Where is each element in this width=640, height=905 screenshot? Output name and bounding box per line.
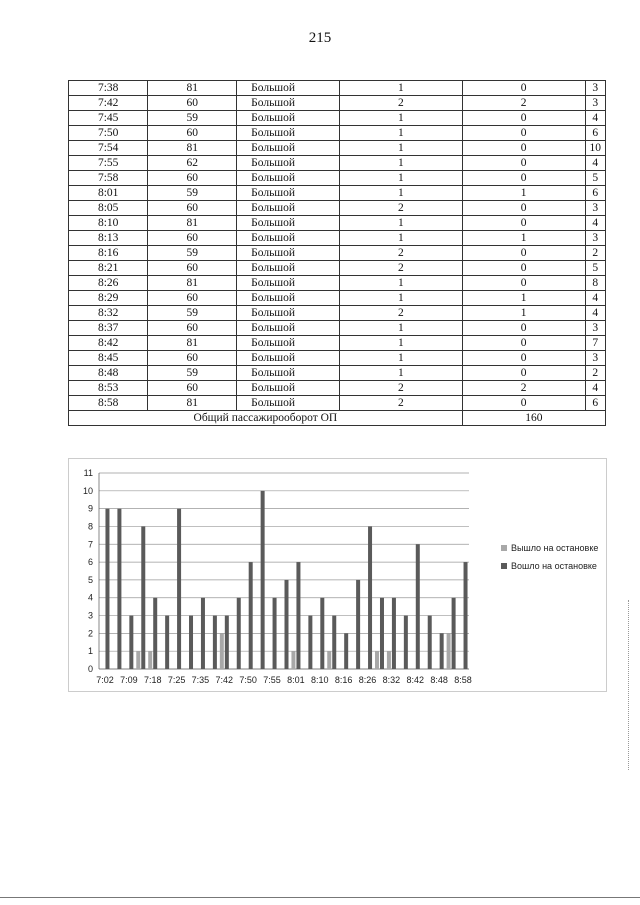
chart-svg — [69, 459, 606, 691]
bar-exited — [387, 651, 391, 669]
table-cell: 0 — [462, 201, 585, 216]
bar-exited — [136, 651, 140, 669]
table-cell: Большой — [237, 216, 340, 231]
table-cell: 1 — [340, 141, 463, 156]
legend-swatch — [501, 563, 507, 569]
table-cell: 8:16 — [69, 246, 148, 261]
table-cell: 4 — [585, 156, 606, 171]
table-cell: 2 — [585, 246, 606, 261]
y-tick-label: 6 — [87, 557, 93, 568]
table-cell: Большой — [237, 351, 340, 366]
table-cell: 1 — [340, 321, 463, 336]
y-tick-label: 1 — [87, 646, 93, 657]
table-cell: 3 — [585, 201, 606, 216]
table-row — [69, 156, 606, 171]
passenger-table — [68, 80, 606, 426]
table-cell: 59 — [148, 246, 237, 261]
bar-entered — [428, 616, 432, 669]
table-cell: 60 — [148, 321, 237, 336]
table-cell: 3 — [585, 351, 606, 366]
table-cell: 81 — [148, 276, 237, 291]
table-cell: 8:48 — [69, 366, 148, 381]
y-tick-label: 11 — [83, 468, 93, 478]
table-cell: 0 — [462, 156, 585, 171]
bar-entered — [201, 598, 205, 669]
table-cell: Большой — [237, 96, 340, 111]
table-row — [69, 366, 606, 381]
table-cell: 8 — [585, 276, 606, 291]
y-tick-label: 10 — [82, 485, 93, 496]
table-row — [69, 126, 606, 141]
table-cell: 8:05 — [69, 201, 148, 216]
legend-label: Вошло на остановке — [511, 561, 597, 571]
table-row — [69, 246, 606, 261]
table-cell: 7 — [585, 336, 606, 351]
x-tick-label: 7:35 — [191, 675, 210, 685]
table-cell: Большой — [237, 261, 340, 276]
bar-entered — [225, 616, 229, 669]
page-number: 215 — [308, 30, 332, 46]
table-cell: 4 — [585, 306, 606, 321]
table-cell: 1 — [340, 336, 463, 351]
table-cell: 5 — [585, 171, 606, 186]
table-cell: 7:55 — [69, 156, 148, 171]
passenger-chart — [68, 458, 607, 692]
x-tick-label: 7:25 — [167, 675, 186, 685]
table-cell: 60 — [148, 291, 237, 306]
bar-entered — [380, 598, 384, 669]
table-row — [69, 291, 606, 306]
table-cell: 3 — [585, 231, 606, 246]
table-cell: 60 — [148, 351, 237, 366]
table-cell: 1 — [462, 231, 585, 246]
table-row — [69, 171, 606, 186]
bar-entered — [356, 580, 360, 669]
table-cell: 8:21 — [69, 261, 148, 276]
table-cell: 2 — [462, 96, 585, 111]
x-tick-label: 7:02 — [96, 675, 114, 685]
x-tick-label: 8:10 — [311, 675, 329, 685]
table-cell: Большой — [237, 366, 340, 381]
table-cell: 60 — [148, 381, 237, 396]
legend-label: Вышло на остановке — [511, 543, 599, 553]
x-tick-label: 8:26 — [358, 675, 377, 685]
total-value: 160 — [462, 411, 605, 426]
table-cell: 0 — [462, 321, 585, 336]
x-tick-label: 7:09 — [120, 675, 138, 685]
table-cell: Большой — [237, 246, 340, 261]
bar-entered — [177, 509, 181, 669]
table-row — [69, 141, 606, 156]
table-row — [69, 276, 606, 291]
table-cell: 3 — [585, 321, 606, 336]
margin-rule — [628, 600, 630, 770]
table-cell: 6 — [585, 396, 606, 411]
table-cell: Большой — [237, 111, 340, 126]
bar-entered — [416, 544, 420, 669]
table-cell: 0 — [462, 216, 585, 231]
table-cell: 8:45 — [69, 351, 148, 366]
table-cell: Большой — [237, 141, 340, 156]
table-cell: 0 — [462, 396, 585, 411]
y-tick-label: 9 — [87, 503, 93, 514]
table-cell: 8:53 — [69, 381, 148, 396]
x-tick-label: 8:32 — [382, 675, 401, 685]
table-total-row — [69, 411, 606, 426]
bar-entered — [368, 526, 372, 669]
y-tick-label: 2 — [87, 628, 93, 639]
table-cell: Большой — [237, 126, 340, 141]
table-cell: 8:37 — [69, 321, 148, 336]
bar-entered — [249, 562, 253, 669]
table-cell: Большой — [237, 186, 340, 201]
bar-entered — [153, 598, 157, 669]
x-tick-label: 7:50 — [239, 675, 257, 685]
table-cell: 7:58 — [69, 171, 148, 186]
table-cell: 4 — [585, 111, 606, 126]
table-row — [69, 306, 606, 321]
bar-exited — [148, 651, 152, 669]
table-cell: 7:38 — [69, 81, 148, 96]
table-cell: 0 — [462, 111, 585, 126]
table-cell: 2 — [340, 381, 463, 396]
table-cell: 0 — [462, 366, 585, 381]
table-cell: 0 — [462, 261, 585, 276]
table-cell: 0 — [462, 276, 585, 291]
table-cell: 81 — [148, 81, 237, 96]
table-cell: 1 — [340, 366, 463, 381]
bar-entered — [308, 616, 312, 669]
bar-entered — [464, 562, 468, 669]
x-tick-label: 8:01 — [287, 675, 305, 685]
table-cell: 1 — [340, 276, 463, 291]
table-cell: 60 — [148, 261, 237, 276]
table-cell: Большой — [237, 81, 340, 96]
bar-entered — [452, 598, 456, 669]
legend-swatch — [501, 545, 507, 551]
table-cell: 59 — [148, 306, 237, 321]
table-cell: 7:54 — [69, 141, 148, 156]
table-cell: 1 — [340, 171, 463, 186]
table-row — [69, 336, 606, 351]
table-row — [69, 231, 606, 246]
table-cell: 4 — [585, 291, 606, 306]
bar-entered — [189, 616, 193, 669]
table-cell: 81 — [148, 396, 237, 411]
bar-exited — [375, 651, 379, 669]
bar-entered — [320, 598, 324, 669]
bar-entered — [261, 491, 265, 669]
table-cell: 1 — [340, 126, 463, 141]
table-row — [69, 396, 606, 411]
x-tick-label: 8:42 — [406, 675, 425, 685]
bar-entered — [165, 616, 169, 669]
table-cell: 6 — [585, 186, 606, 201]
table-cell: 81 — [148, 141, 237, 156]
y-tick-label: 0 — [87, 664, 93, 674]
table-cell: Большой — [237, 231, 340, 246]
table-row — [69, 351, 606, 366]
table-cell: 2 — [340, 96, 463, 111]
bar-entered — [273, 598, 277, 669]
table-cell: 1 — [340, 81, 463, 96]
table-cell: Большой — [237, 336, 340, 351]
table-cell: 2 — [462, 381, 585, 396]
bar-exited — [291, 651, 295, 669]
table-cell: 1 — [340, 156, 463, 171]
table-cell: 8:13 — [69, 231, 148, 246]
table-cell: 81 — [148, 216, 237, 231]
table-cell: 0 — [462, 246, 585, 261]
bar-entered — [296, 562, 300, 669]
table-cell: 0 — [462, 126, 585, 141]
table-cell: 3 — [585, 96, 606, 111]
table-cell: 8:32 — [69, 306, 148, 321]
table-cell: Большой — [237, 276, 340, 291]
table-row — [69, 321, 606, 336]
bar-exited — [327, 651, 331, 669]
table-row — [69, 216, 606, 231]
table-cell: Большой — [237, 321, 340, 336]
table-cell: 2 — [585, 366, 606, 381]
y-tick-label: 4 — [87, 592, 93, 603]
bar-entered — [141, 526, 145, 669]
total-label: Общий пассажирооборот ОП — [69, 411, 463, 426]
bar-entered — [129, 616, 133, 669]
table-cell: 1 — [340, 231, 463, 246]
table-cell: 8:58 — [69, 396, 148, 411]
bar-entered — [237, 598, 241, 669]
table-cell: 1 — [340, 351, 463, 366]
table-cell: 4 — [585, 216, 606, 231]
x-tick-label: 8:58 — [454, 675, 472, 685]
table-cell: 60 — [148, 96, 237, 111]
table-cell: 59 — [148, 111, 237, 126]
table-cell: 2 — [340, 246, 463, 261]
bar-exited — [220, 633, 224, 669]
table-cell: 59 — [148, 366, 237, 381]
table-cell: 8:29 — [69, 291, 148, 306]
table-cell: 1 — [340, 111, 463, 126]
table-cell: 5 — [585, 261, 606, 276]
bar-exited — [447, 633, 451, 669]
table-cell: 8:26 — [69, 276, 148, 291]
table-row — [69, 81, 606, 96]
table-cell: 1 — [462, 186, 585, 201]
table-row — [69, 186, 606, 201]
table-cell: Большой — [237, 306, 340, 321]
y-tick-label: 8 — [87, 521, 93, 532]
table-cell: 8:01 — [69, 186, 148, 201]
table-cell: Большой — [237, 156, 340, 171]
table-cell: 2 — [340, 306, 463, 321]
bar-entered — [117, 509, 121, 669]
table-cell: 3 — [585, 81, 606, 96]
table-cell: 2 — [340, 261, 463, 276]
table-cell: 0 — [462, 141, 585, 156]
table-cell: 62 — [148, 156, 237, 171]
bar-entered — [213, 616, 217, 669]
bar-entered — [332, 616, 336, 669]
table-cell: 0 — [462, 336, 585, 351]
table-cell: Большой — [237, 381, 340, 396]
table-cell: 60 — [148, 201, 237, 216]
table-cell: Большой — [237, 291, 340, 306]
table-cell: 0 — [462, 171, 585, 186]
table-cell: 4 — [585, 381, 606, 396]
table-cell: Большой — [237, 201, 340, 216]
x-tick-label: 7:42 — [215, 675, 234, 685]
bar-entered — [105, 509, 109, 669]
bar-entered — [440, 633, 444, 669]
bar-entered — [404, 616, 408, 669]
bar-entered — [344, 633, 348, 669]
table-cell: 81 — [148, 336, 237, 351]
table-cell: 6 — [585, 126, 606, 141]
bottom-rule — [0, 897, 640, 898]
table-row — [69, 111, 606, 126]
table-cell: 10 — [585, 141, 606, 156]
table-cell: 7:42 — [69, 96, 148, 111]
table-cell: 60 — [148, 171, 237, 186]
x-tick-label: 7:55 — [263, 675, 281, 685]
table-cell: 7:45 — [69, 111, 148, 126]
table-cell: Большой — [237, 171, 340, 186]
table-cell: 0 — [462, 81, 585, 96]
table-cell: 1 — [340, 291, 463, 306]
table-cell: 1 — [462, 291, 585, 306]
y-tick-label: 5 — [87, 574, 93, 585]
table-cell: 7:50 — [69, 126, 148, 141]
x-tick-label: 8:48 — [430, 675, 448, 685]
table-row — [69, 201, 606, 216]
table-cell: 60 — [148, 231, 237, 246]
x-tick-label: 7:18 — [143, 675, 162, 685]
y-tick-label: 3 — [87, 610, 93, 621]
y-tick-label: 7 — [87, 539, 93, 550]
table-row — [69, 261, 606, 276]
table-cell: 60 — [148, 126, 237, 141]
table-row — [69, 96, 606, 111]
x-tick-label: 8:16 — [334, 675, 353, 685]
table-cell: 8:10 — [69, 216, 148, 231]
table-cell: 1 — [340, 216, 463, 231]
table-cell: 59 — [148, 186, 237, 201]
table-cell: 1 — [462, 306, 585, 321]
table-cell: 2 — [340, 201, 463, 216]
table-cell: 2 — [340, 396, 463, 411]
bar-entered — [285, 580, 289, 669]
table-cell: 8:42 — [69, 336, 148, 351]
table-cell: Большой — [237, 396, 340, 411]
passenger-table-body — [69, 81, 606, 426]
table-row — [69, 381, 606, 396]
table-cell: 1 — [340, 186, 463, 201]
table-cell: 0 — [462, 351, 585, 366]
bar-entered — [392, 598, 396, 669]
